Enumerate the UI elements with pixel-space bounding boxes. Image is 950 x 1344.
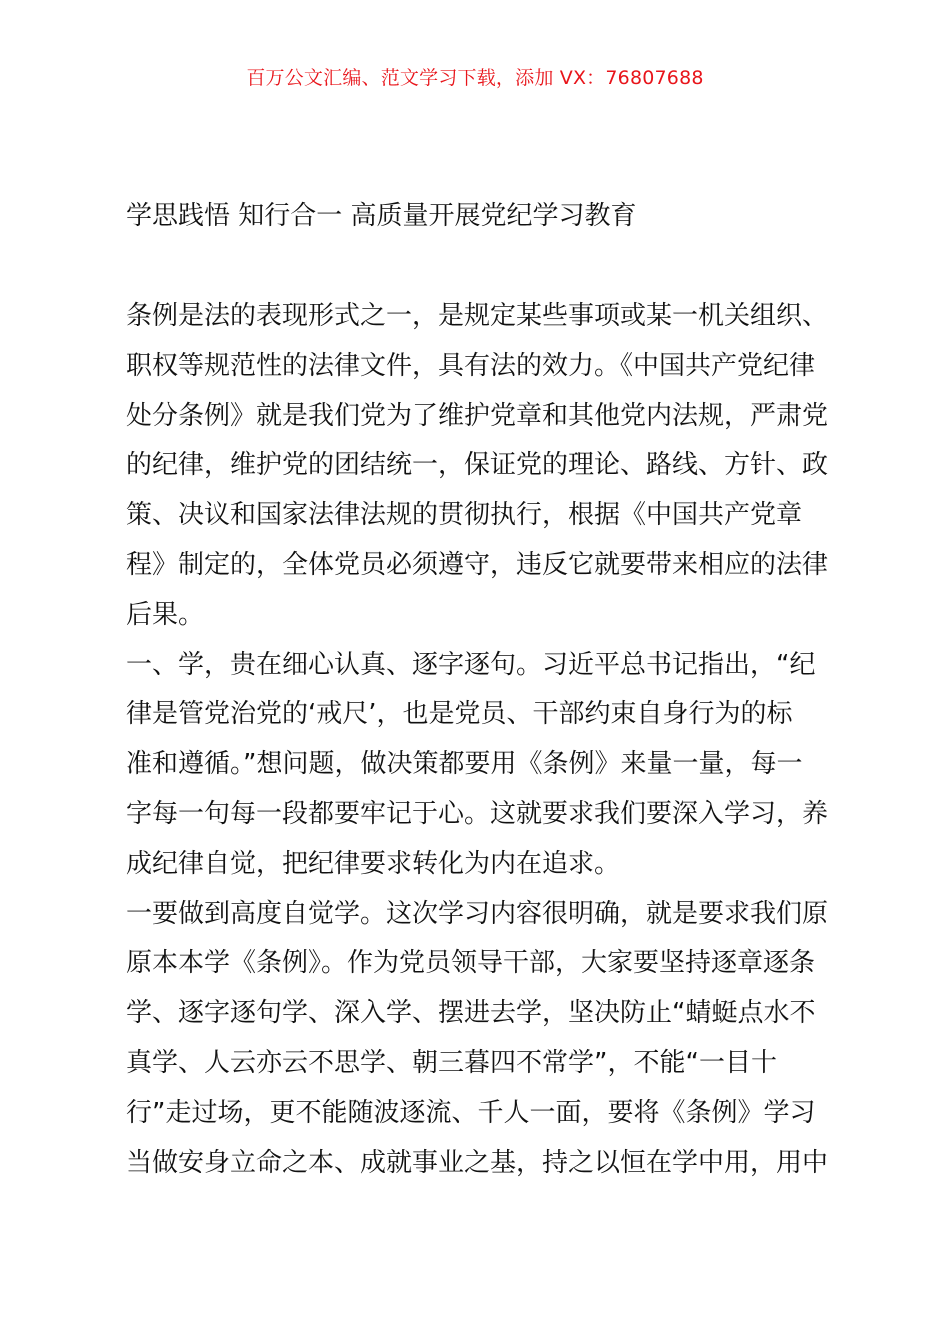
body-line: 成纪律自觉，把纪律要求转化为内在追求。 (126, 848, 621, 879)
body-line: 学、逐字逐句学、深入学、摆进去学，坚决防止“蜻蜓点水不 (126, 998, 816, 1029)
body-line: 后果。 (126, 599, 205, 630)
watermark-header: 百万公文汇编、范文学习下载，添加 VX：76807688 (246, 67, 704, 89)
body-line: 处分条例》就是我们党为了维护党章和其他党内法规，严肃党 (126, 400, 829, 431)
body-line: 当做安身立命之本、成就事业之基，持之以恒在学中用，用中 (126, 1147, 829, 1178)
body-line: 一要做到高度自觉学。这次学习内容很明确，就是要求我们原 (126, 898, 829, 929)
body-line: 程》制定的，全体党员必须遵守，违反它就要带来相应的法律 (126, 549, 829, 580)
body-line: 一、学，贵在细心认真、逐字逐句。习近平总书记指出，“纪 (126, 649, 816, 680)
body-line: 原本本学《条例》。作为党员领导干部，大家要坚持逐章逐条 (126, 948, 816, 979)
document-body (126, 292, 829, 1188)
document-title: 学思践悟 知行合一 高质量开展党纪学习教育 (126, 201, 637, 231)
body-line: 真学、人云亦云不思学、朝三暮四不常学”，不能“一目十 (126, 1047, 777, 1078)
body-line: 行”走过场，更不能随波逐流、千人一面，要将《条例》学习 (126, 1097, 816, 1128)
body-line: 准和遵循。”想问题，做决策都要用《条例》来量一量，每一 (126, 749, 803, 780)
body-line: 律是管党治党的‘戒尺’，也是党员、干部约束自身行为的标 (126, 699, 793, 730)
body-line: 的纪律，维护党的团结统一，保证党的理论、路线、方针、政 (126, 450, 829, 481)
body-line: 策、决议和国家法律法规的贯彻执行，根据《中国共产党章 (126, 500, 803, 531)
body-line: 职权等规范性的法律文件，具有法的效力。《中国共产党纪律 (126, 350, 816, 381)
body-line: 条例是法的表现形式之一，是规定某些事项或某一机关组织、 (126, 301, 829, 331)
body-line: 字每一句每一段都要牢记于心。这就要求我们要深入学习，养 (126, 798, 829, 829)
